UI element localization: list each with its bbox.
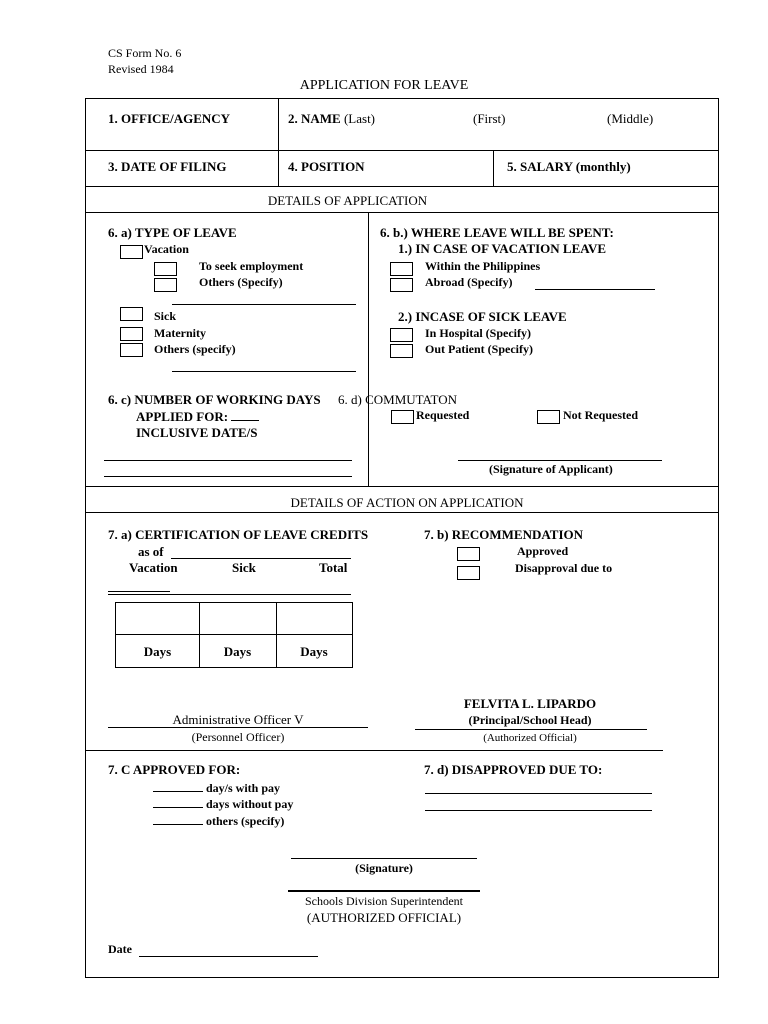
seek-employment-checkbox[interactable] — [154, 262, 177, 276]
with-pay-row: day/s with pay — [153, 779, 280, 796]
out-patient-checkbox[interactable] — [390, 344, 413, 358]
details-action-title: DETAILS OF ACTION ON APPLICATION — [290, 495, 524, 510]
days-cell-vacation: Days — [143, 644, 172, 659]
superintendent-title: Schools Division Superintendent — [305, 894, 463, 908]
vacation-checkbox[interactable] — [120, 245, 143, 259]
vacation-others-line[interactable] — [172, 304, 356, 305]
days-cell-total: Days — [300, 644, 328, 659]
date-line[interactable] — [139, 956, 318, 957]
form-title: APPLICATION FOR LEAVE — [299, 78, 469, 93]
name-middle-label: (Middle) — [607, 111, 654, 126]
vacation-others-label: Others (Specify) — [199, 275, 283, 289]
inclusive-dates-line-2[interactable] — [104, 476, 352, 477]
with-pay-blank[interactable] — [153, 779, 203, 792]
without-pay-row: days without pay — [153, 795, 293, 812]
applicant-signature-label: (Signature of Applicant) — [489, 462, 613, 476]
details-application-title: DETAILS OF APPLICATION — [267, 193, 428, 208]
within-ph-label: Within the Philippines — [425, 259, 541, 273]
maternity-checkbox[interactable] — [120, 327, 143, 341]
applied-for-blank[interactable] — [231, 408, 259, 421]
in-hospital-label: In Hospital (Specify) — [425, 326, 532, 340]
salary-label: 5. SALARY (monthly) — [507, 159, 631, 174]
inclusive-dates-line-1[interactable] — [104, 460, 352, 461]
days-cell-sick: Days — [223, 644, 252, 659]
superintendent-role: (AUTHORIZED OFFICIAL) — [306, 910, 462, 925]
authorized-official-role: (Authorized Official) — [483, 732, 577, 744]
name-last-label: (Last) — [343, 111, 376, 126]
personnel-officer-role: (Personnel Officer) — [191, 730, 285, 744]
approved-for-heading: 7. C APPROVED FOR: — [108, 762, 241, 777]
approved-label: Approved — [517, 544, 569, 558]
within-ph-checkbox[interactable] — [390, 262, 413, 276]
abroad-checkbox[interactable] — [390, 278, 413, 292]
in-hospital-checkbox[interactable] — [390, 328, 413, 342]
abroad-specify-line[interactable] — [535, 289, 655, 290]
vacation-case-heading: 1.) IN CASE OF VACATION LEAVE — [398, 241, 607, 256]
authorized-official-title: (Principal/School Head) — [468, 713, 592, 727]
abroad-label: Abroad (Specify) — [425, 275, 513, 289]
inclusive-dates-label: INCLUSIVE DATE/S — [136, 425, 258, 440]
authorized-official-name: FELVITA L. LIPARDO — [463, 696, 597, 711]
date-label: Date — [108, 942, 132, 956]
signature-label: (Signature) — [355, 861, 413, 875]
col-sick-label: Sick — [232, 560, 256, 575]
type-of-leave-heading: 6. a) TYPE OF LEAVE — [108, 225, 237, 240]
as-of-label: as of — [138, 544, 164, 559]
col-total-label: Total — [319, 560, 348, 575]
out-patient-label: Out Patient (Specify) — [425, 342, 533, 356]
name-first-label: (First) — [473, 111, 506, 126]
not-requested-checkbox[interactable] — [537, 410, 560, 424]
form-number: CS Form No. 6 — [108, 46, 182, 60]
office-agency-label: 1. OFFICE/AGENCY — [108, 111, 231, 126]
vacation-label: Vacation — [144, 242, 189, 256]
disapproved-line-1[interactable] — [425, 793, 652, 794]
superintendent-signature-line[interactable] — [291, 858, 477, 859]
personnel-officer-title: Administrative Officer V — [172, 712, 304, 727]
disapproved-line-2[interactable] — [425, 810, 652, 811]
approved-others-blank[interactable] — [153, 812, 203, 825]
where-spent-heading: 6. b.) WHERE LEAVE WILL BE SPENT: — [380, 225, 614, 240]
col-vacation-label: Vacation — [129, 560, 178, 575]
position-label: 4. POSITION — [288, 159, 365, 174]
disapproval-label: Disapproval due to — [515, 561, 613, 575]
leave-others-label: Others (specify) — [154, 342, 236, 356]
leave-others-line[interactable] — [172, 371, 356, 372]
maternity-label: Maternity — [154, 326, 206, 340]
as-of-line[interactable] — [171, 558, 351, 559]
requested-checkbox[interactable] — [391, 410, 414, 424]
approved-others-row: others (specify) — [153, 812, 284, 829]
sick-label: Sick — [154, 309, 177, 323]
without-pay-blank[interactable] — [153, 795, 203, 808]
disapproved-heading: 7. d) DISAPPROVED DUE TO: — [424, 762, 603, 777]
date-filing-label: 3. DATE OF FILING — [108, 159, 227, 174]
seek-employment-label: To seek employment — [199, 259, 304, 273]
applied-for-label: APPLIED FOR: — [136, 408, 259, 425]
recommendation-heading: 7. b) RECOMMENDATION — [424, 527, 584, 542]
certification-heading: 7. a) CERTIFICATION OF LEAVE CREDITS — [108, 527, 369, 542]
authorized-official-line[interactable] — [415, 729, 647, 730]
approved-checkbox[interactable] — [457, 547, 480, 561]
applicant-signature-line[interactable] — [458, 460, 662, 461]
name-label-group — [288, 111, 375, 127]
working-days-heading: 6. c) NUMBER OF WORKING DAYS — [108, 392, 321, 407]
name-label: 2. NAME — [288, 111, 341, 126]
sick-case-heading: 2.) INCASE OF SICK LEAVE — [398, 309, 567, 324]
disapproval-checkbox[interactable] — [457, 566, 480, 580]
requested-label: Requested — [416, 408, 470, 422]
leave-others-checkbox[interactable] — [120, 343, 143, 357]
commutation-heading: 6. d) COMMUTATON — [338, 392, 457, 407]
vacation-others-checkbox[interactable] — [154, 278, 177, 292]
leave-credits-table — [115, 602, 353, 668]
sick-checkbox[interactable] — [120, 307, 143, 321]
not-requested-label: Not Requested — [563, 408, 638, 422]
revised-year: Revised 1984 — [108, 62, 174, 76]
